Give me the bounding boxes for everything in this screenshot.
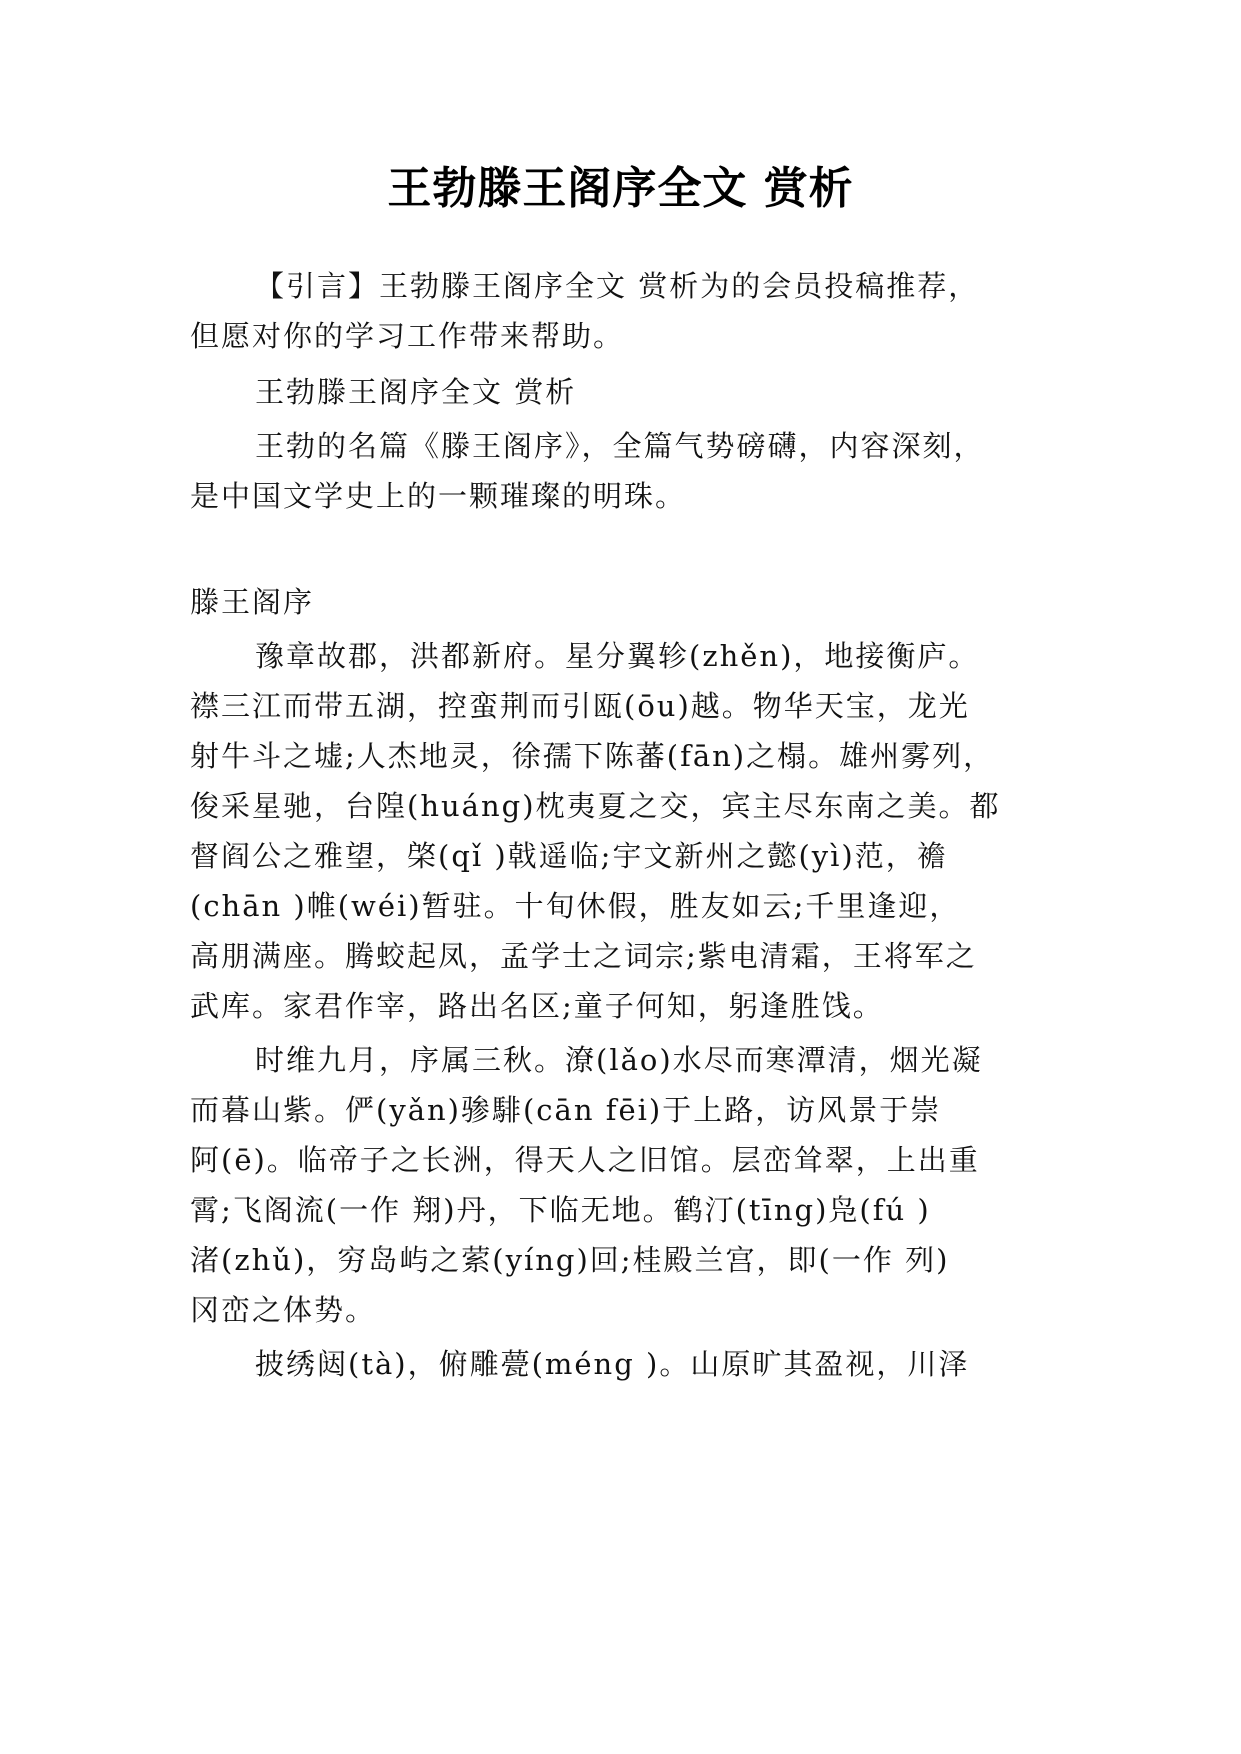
paragraph-line: 时维九月，序属三秋。潦(lǎo)水尽而寒潭清，烟光凝	[255, 1043, 983, 1077]
paragraph-line: 但愿对你的学习工作带来帮助。	[190, 319, 625, 353]
paragraph-line: 襟三江而带五湖，控蛮荆而引瓯(ōu)越。物华天宝，龙光	[190, 689, 970, 723]
paragraph-line: 霄;飞阁流(一作 翔)丹，下临无地。鹤汀(tīng)凫(fú )	[190, 1193, 931, 1227]
paragraph-line: 射牛斗之墟;人杰地灵，徐孺下陈蕃(fān)之榻。雄州雾列，	[190, 739, 995, 773]
paragraph-line: 王勃滕王阁序全文 赏析	[255, 375, 577, 409]
paragraph-line: 而暮山紫。俨(yǎn)骖騑(cān fēi)于上路，访风景于崇	[190, 1093, 942, 1127]
paragraph-line: 冈峦之体势。	[190, 1293, 377, 1327]
paragraph-line: 豫章故郡，洪都新府。星分翼轸(zhěn)，地接衡庐。	[255, 639, 980, 673]
paragraph-line: (chān )帷(wéi)暂驻。十旬休假，胜友如云;千里逢迎，	[190, 889, 961, 923]
paragraph-line: 是中国文学史上的一颗璀璨的明珠。	[190, 479, 687, 513]
paragraph-line: 高朋满座。腾蛟起凤，孟学士之词宗;紫电清霜，王将军之	[190, 939, 977, 973]
paragraph-line: 渚(zhǔ)，穷岛屿之萦(yíng)回;桂殿兰宫，即(一作 列)	[190, 1243, 950, 1277]
paragraph-line: 武库。家君作宰，路出名区;童子何知，躬逢胜饯。	[190, 989, 884, 1023]
section-heading: 滕王阁序	[190, 585, 315, 619]
paragraph-line: 督阎公之雅望，棨(qǐ )戟遥临;宇文新州之懿(yì)范，襜	[190, 839, 948, 873]
paragraph-line: 披绣闼(tà)，俯雕甍(méng )。山原旷其盈视，川泽	[255, 1347, 970, 1381]
paragraph-line: 【引言】王勃滕王阁序全文 赏析为的会员投稿推荐，	[255, 269, 980, 303]
document-title: 王勃滕王阁序全文 赏析	[387, 163, 854, 214]
paragraph-line: 阿(ē)。临帝子之长洲，得天人之旧馆。层峦耸翠，上出重	[190, 1143, 980, 1177]
paragraph-line: 王勃的名篇《滕王阁序》，全篇气势磅礴，内容深刻，	[255, 429, 985, 463]
paragraph-line: 俊采星驰，台隍(huáng)枕夷夏之交，宾主尽东南之美。都	[190, 789, 1001, 823]
